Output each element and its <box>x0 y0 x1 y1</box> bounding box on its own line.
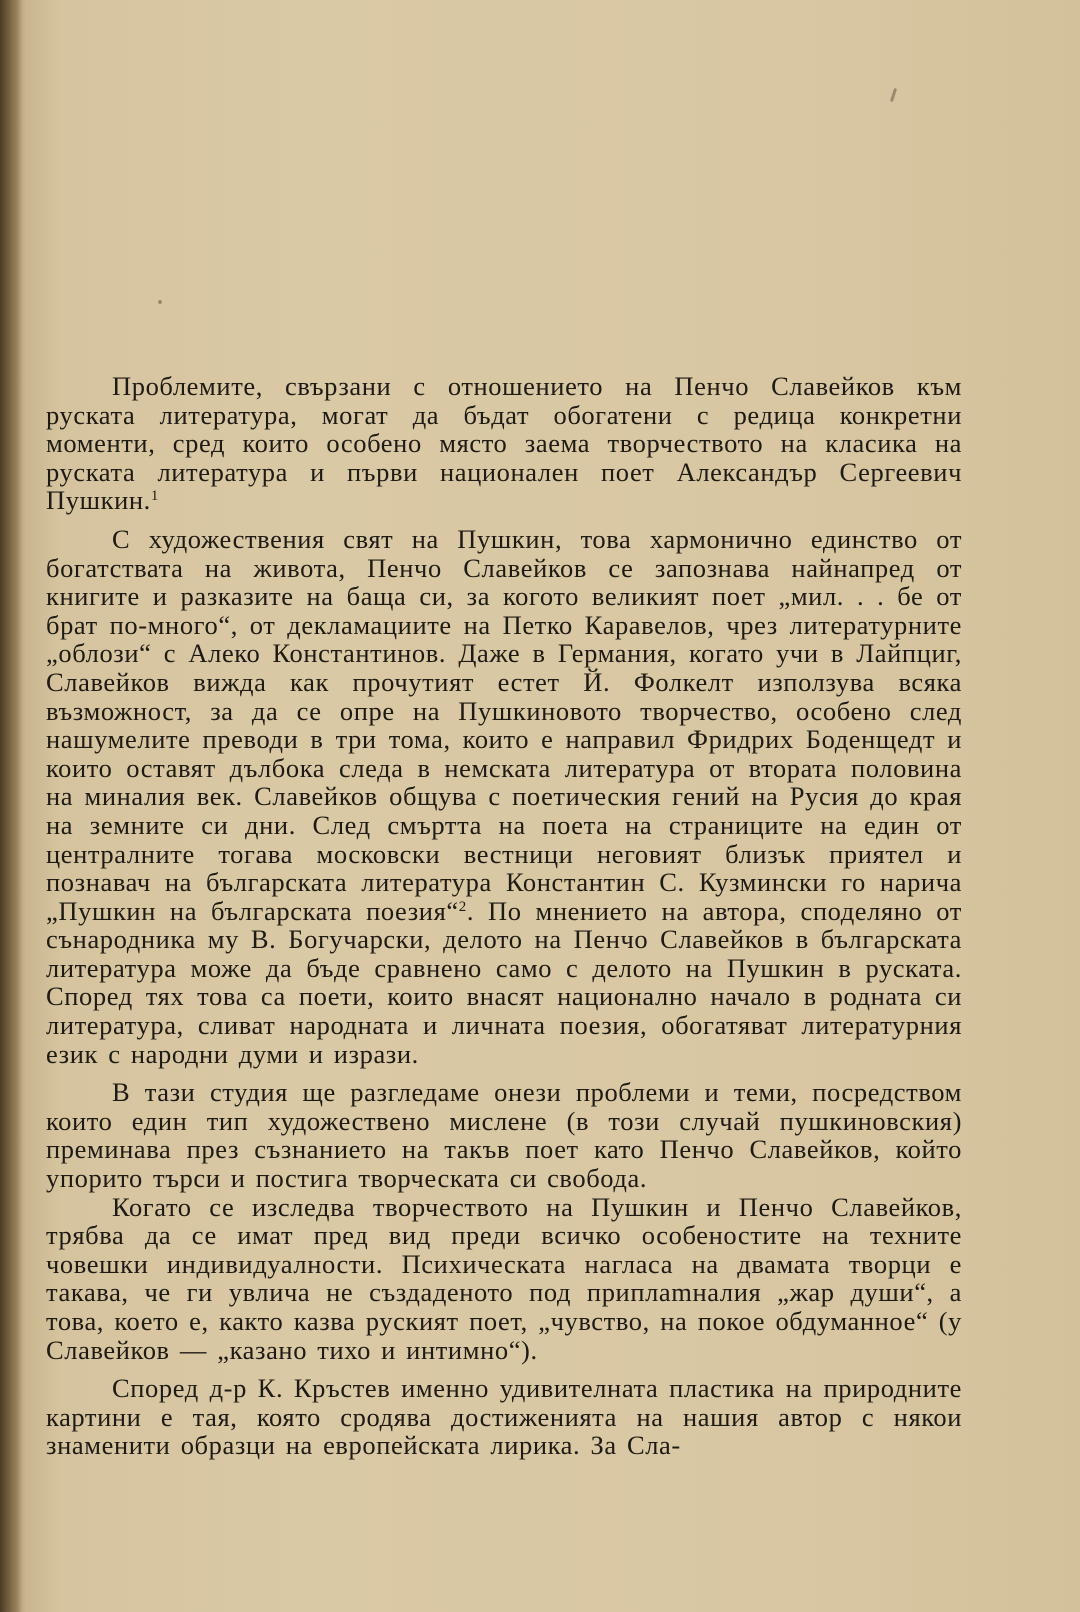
pencil-mark <box>890 88 897 102</box>
paragraph-3 <box>46 1078 962 1192</box>
paragraph-5-text: Според д-р К. Кръстев именно удивителната пластика на природните картини е тая, която сродява достиженията на нашия автор с някои знаменити образци на европейската лирика. За Сла- <box>46 1373 962 1461</box>
paragraph-2-text-cont: . По мнението на автора, споделяно от сънародника му В. Богучарски, делото на Пенчо Славейков в българската литература може да бъде сравнено само с делото на Пушкин в руската. Според тях това са поети, които внасят национално начало в родната си литература, сливат народната и личната поезия, обогатяват литературния език с народни думи и изрази. <box>46 895 962 1069</box>
paragraph-2-text: С художествения свят на Пушкин, това хармонично единство от богатствата на живота, Пенчо Славейков се запознава найнапред от книгите и разказите на баща си, за когото великият поет „мил. . . бе от брат по-много“, от декламациите на Петко Каравелов, чрез литературните „облози“ с Алеко Константинов. Даже в Германия, когато учи в Лайпциг, Славейков вижда как прочутият естет Й. Фолкелт използува всяка възможност, за да се опре на Пушкиновото творчество, особено след нашумелите преводи в три тома, които е направил Фридрих Боденщедт и които оставят дълбока следа в немската литература от втората половина на миналия век. Славейков общува с поетическия гений на Русия до края на земните си дни. След смъртта на поета на страниците на един от централните тогава московски вестници неговият близък приятел и познавач на българската литература Константин С. Кузмински го нарича „Пушкин на българската поезия“ <box>46 523 962 926</box>
footnote-ref-1[interactable]: 1 <box>150 488 159 505</box>
paragraph-4 <box>46 1193 962 1365</box>
paragraph-1 <box>46 372 962 515</box>
book-spine-shadow <box>0 0 22 1612</box>
paragraph-5 <box>46 1374 962 1460</box>
paragraph-3-text: В тази студия ще разгледаме онези проблеми и теми, посредством които един тип художествено мислене (в този случай пушкиновския) преминава през съзнанието на такъв поет като Пенчо Славейков, който упорито търси и постига творческата си свобода. <box>46 1077 962 1194</box>
paragraph-1-text: Проблемите, свързани с отношението на Пенчо Славейков към руската литература, могат да бъдат обогатени с редица конкретни моменти, сред които особено място заема творчеството на класика на руската литература и първи национален поет Александър Сергеевич Пушкин. <box>46 371 962 516</box>
footnote-ref-2[interactable]: 2 <box>458 898 467 915</box>
speck-mark <box>158 300 162 304</box>
body-text <box>46 372 962 1460</box>
paragraph-2 <box>46 525 962 1068</box>
paragraph-4-text: Когато се изследва творчеството на Пушкин и Пенчо Славейков, трябва да се имат пред вид преди всичко особеностите на техните човешки индивидуалности. Психическата нагласа на двамата творци е такава, че ги увлича не създаденото под приплamналия „жар души“, а това, което е, както казва руският поет, „чувство, на покое обдуманное“ (у Славейков — „казано тихо и интимно“). <box>46 1191 962 1365</box>
